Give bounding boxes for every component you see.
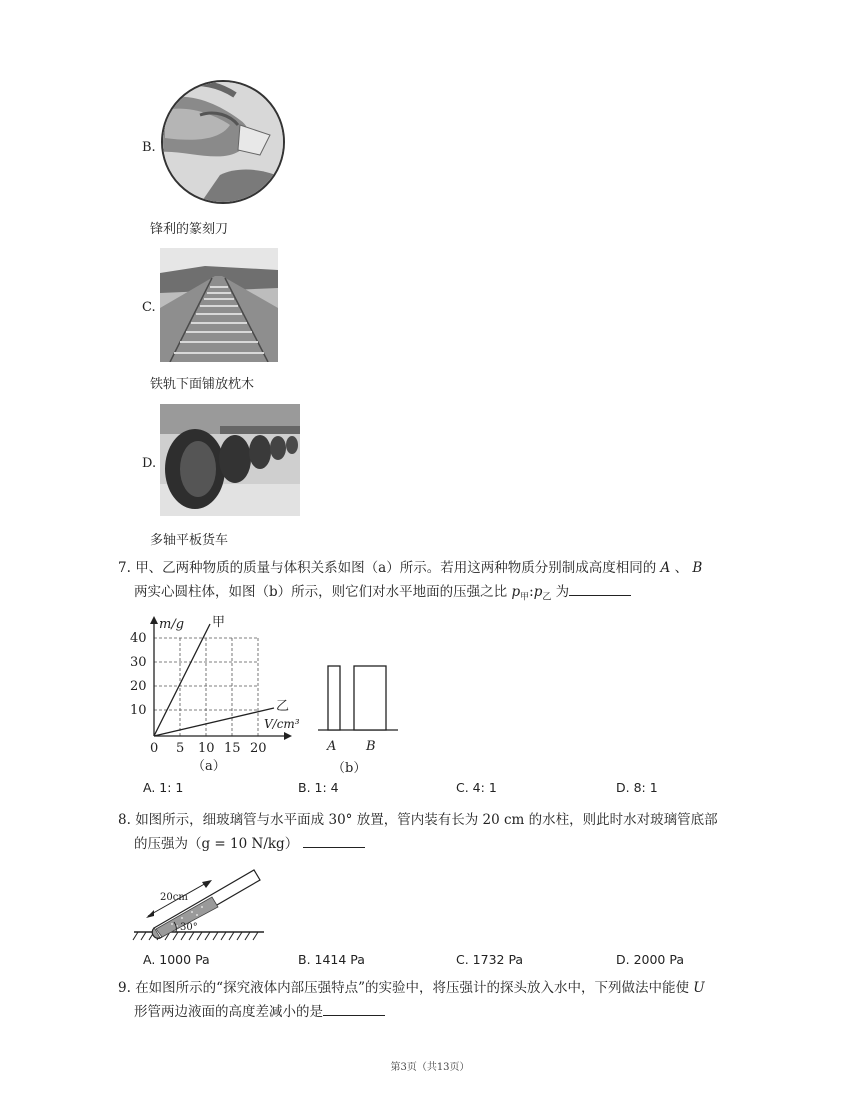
- figure-b-cylinders: [316, 660, 406, 776]
- var-b: B: [692, 560, 703, 576]
- line-jia-label: 甲: [212, 615, 226, 630]
- p-var-2: p: [533, 584, 543, 600]
- question-7: [118, 556, 778, 610]
- option-d-letter: D.: [142, 456, 157, 471]
- option-b-caption: 锋利的篆刻刀: [150, 222, 229, 237]
- q7-choice-c[interactable]: C. 4: 1: [456, 780, 497, 795]
- inclined-tube-figure: [132, 864, 266, 942]
- q8-number: 8.: [118, 812, 131, 828]
- multi-axle-truck-image: [160, 404, 300, 516]
- p-sub-yi: 乙: [542, 592, 552, 603]
- xtick-15: 15: [224, 741, 241, 756]
- q9-number: 9.: [118, 980, 131, 996]
- q8-line1: 如图所示，细玻璃管与水平面成 30° 放置，管内装有长为 20 cm 的水柱，则此时水对玻璃管底部: [135, 812, 718, 828]
- q8-choice-b[interactable]: B. 1414 Pa: [298, 952, 365, 967]
- q8-choice-a[interactable]: A. 1000 Pa: [143, 952, 210, 967]
- q7-line2: 两实心圆柱体，如图（b）所示，则它们对水平地面的压强之比: [134, 584, 508, 600]
- xtick-0: 0: [150, 741, 159, 756]
- xtick-10: 10: [198, 741, 215, 756]
- angle-label: 30°: [180, 922, 198, 933]
- seal-carving-knife-image: [160, 80, 286, 204]
- option-c-letter: C.: [142, 300, 156, 315]
- page-footer: 第3页（共13页）: [390, 1062, 470, 1073]
- ratio-sep: :: [529, 584, 534, 600]
- y-axis-label: m/g: [159, 617, 185, 632]
- p-var: p: [511, 584, 521, 600]
- length-label: 20cm: [160, 892, 188, 903]
- q9-line1: 在如图所示的“探究液体内部压强特点”的实验中，将压强计的探头放入水中，下列做法中能使: [135, 980, 689, 996]
- q8-choice-c[interactable]: C. 1732 Pa: [456, 952, 524, 967]
- figure-a-caption: （a）: [192, 759, 226, 774]
- q7-choice-a[interactable]: A. 1: 1: [143, 780, 184, 795]
- ytick-30: 30: [130, 655, 147, 670]
- line-yi-label: 乙: [276, 699, 290, 714]
- xtick-5: 5: [176, 741, 185, 756]
- cylinder-b-label: B: [366, 739, 376, 754]
- answer-blank[interactable]: [569, 581, 631, 596]
- answer-blank[interactable]: [303, 833, 365, 848]
- answer-blank[interactable]: [323, 1001, 385, 1016]
- ytick-20: 20: [130, 679, 147, 694]
- figure-b-caption: （b）: [332, 761, 367, 776]
- railway-sleepers-image: [160, 248, 278, 362]
- p-sub-jia: 甲: [520, 592, 530, 603]
- q8-line2: 的压强为（g = 10 N/kg）: [134, 836, 299, 852]
- var-u: U: [693, 980, 705, 996]
- option-c-caption: 铁轨下面铺放枕木: [150, 377, 255, 392]
- x-axis-label: V/cm³: [264, 717, 300, 731]
- figure-a-graph: [128, 614, 308, 774]
- q7-sep: 、: [674, 560, 689, 576]
- question-8: [118, 808, 778, 856]
- ytick-10: 10: [130, 703, 147, 718]
- ytick-40: 40: [130, 631, 147, 646]
- q7-line1: 甲、乙两种物质的质量与体积关系如图（a）所示。若用这两种物质分别制成高度相同的: [135, 560, 657, 576]
- q7-number: 7.: [118, 560, 131, 576]
- q8-choice-d[interactable]: D. 2000 Pa: [616, 952, 684, 967]
- option-d-caption: 多轴平板货车: [150, 533, 229, 548]
- q9-line2: 形管两边液面的高度差减小的是: [134, 1004, 323, 1020]
- question-9: [118, 976, 778, 1024]
- q7-choice-b[interactable]: B. 1: 4: [298, 780, 339, 795]
- var-a: A: [660, 560, 671, 576]
- xtick-20: 20: [250, 741, 267, 756]
- option-b-letter: B.: [142, 140, 156, 155]
- cylinder-a-label: A: [327, 739, 337, 754]
- q7-wei: 为: [555, 584, 570, 600]
- q7-choice-d[interactable]: D. 8: 1: [616, 780, 658, 795]
